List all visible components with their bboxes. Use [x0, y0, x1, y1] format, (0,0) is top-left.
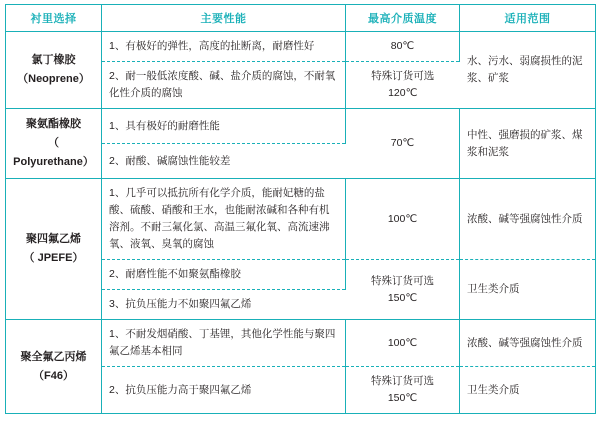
application-scope: 卫生类介质 — [467, 383, 520, 396]
column-header-max-temperature: 最高介质温度 — [346, 5, 460, 32]
performance-text: 2、耐一般低浓度酸、碱、盐介质的腐蚀，不耐氧化性介质的腐蚀 — [102, 62, 346, 109]
temperature-value: 80℃ — [346, 32, 460, 62]
table-header — [6, 5, 596, 32]
temperature-value: 特殊订货可选 120℃ — [346, 62, 460, 109]
performance-text: 3、抗负压能力不如聚四氟乙烯 — [102, 290, 346, 320]
performance-text: 2、耐磨性能不如聚氨酯橡胶 — [102, 260, 346, 290]
application-scope: 水、污水、弱腐损性的泥浆、矿浆 — [460, 32, 596, 109]
application-scope: 卫生类介质 — [460, 260, 596, 320]
temperature-value: 100℃ — [346, 320, 460, 367]
lining-name-neoprene: 氯丁橡胶 （Neoprene） — [6, 32, 102, 109]
performance-text: 1、具有极好的耐磨性能 — [102, 109, 346, 144]
temperature-value: 100℃ — [346, 179, 460, 260]
temperature-value: 70℃ — [346, 109, 460, 179]
temperature-value: 特殊订货可选 150℃ — [346, 367, 460, 414]
temperature-value: 特殊订货可选 150℃ — [346, 260, 460, 320]
performance-text: 1、有极好的弹性，高度的扯断离，耐磨性好 — [102, 32, 346, 62]
lining-name-ptfe: 聚四氟乙烯 （ JPEFE） — [6, 179, 102, 320]
performance-text: 2、耐酸、碱腐蚀性能较差 — [102, 144, 346, 179]
lining-name-polyurethane: 聚氨酯橡胶 （ Polyurethane） — [6, 109, 102, 179]
table-row — [6, 32, 596, 62]
performance-text: 1、不耐发烟硝酸、丁基锂，其他化学性能与聚四氟乙烯基本相同 — [102, 320, 346, 367]
column-header-lining: 衬里选择 — [6, 5, 102, 32]
lining-selection-table — [5, 4, 596, 414]
performance-text: 2、抗负压能力高于聚四氟乙烯 — [102, 367, 346, 414]
application-scope: 浓酸、碱等强腐蚀性介质 — [460, 179, 596, 260]
table-body — [6, 32, 596, 414]
table-header-row — [6, 5, 596, 32]
table-row — [6, 179, 596, 260]
application-scope: 浓酸、碱等强腐蚀性介质 — [460, 320, 596, 367]
performance-text: 1、几乎可以抵抗所有化学介质，能耐妃糖的盐酸、硫酸、硝酸和王水，也能耐浓碱和各种有机溶剂。不耐三氟化氯、高温三氟化氧、高流速沸氧、液氧、臭氧的腐蚀 — [102, 179, 346, 260]
table-row — [6, 320, 596, 367]
column-header-performance: 主要性能 — [102, 5, 346, 32]
column-header-application: 适用范围 — [460, 5, 596, 32]
table-row — [6, 109, 596, 144]
application-scope: 中性、强磨损的矿浆、煤浆和泥浆 — [460, 109, 596, 179]
lining-name-fep: 聚全氟乙丙烯 （F46） — [6, 320, 102, 414]
